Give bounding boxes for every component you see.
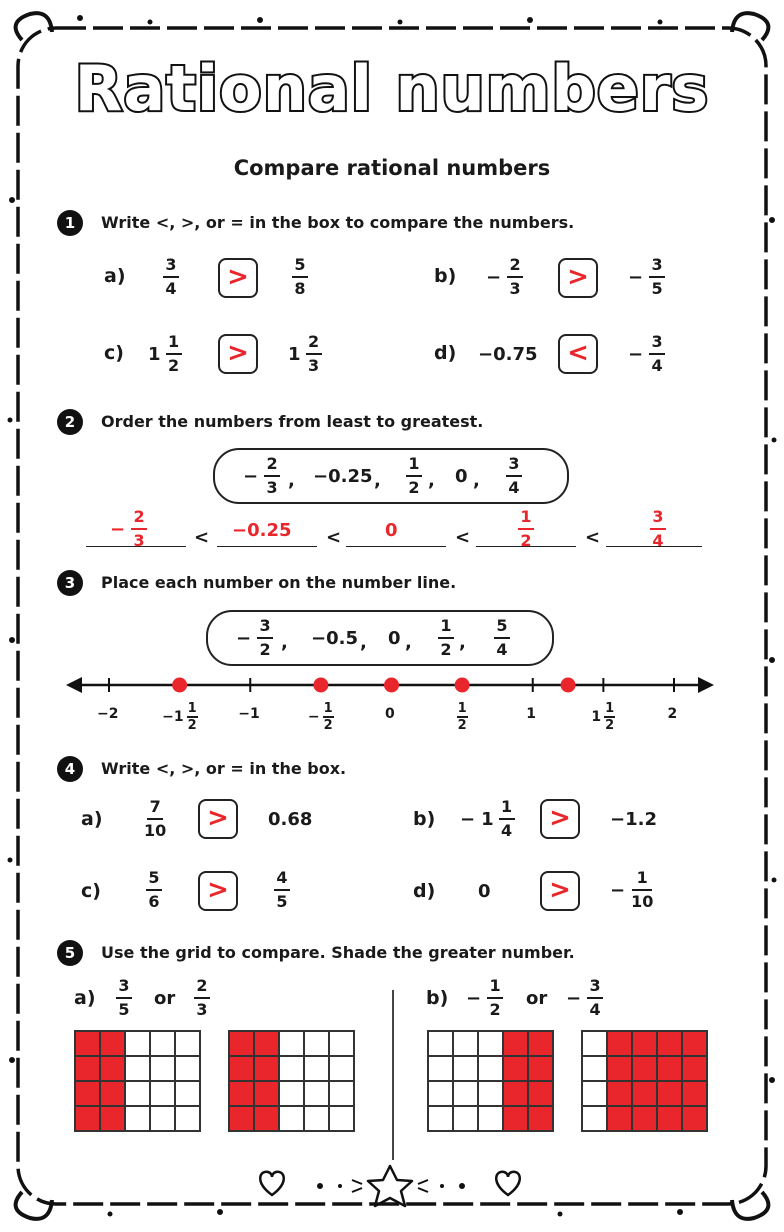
q2-less-than: < (585, 527, 601, 548)
q2-given-5: 3 4 (506, 455, 522, 497)
grid-cell[interactable] (175, 1056, 200, 1081)
grid-cell[interactable] (75, 1056, 100, 1081)
grid-cell[interactable] (229, 1106, 254, 1131)
grid-cell[interactable] (528, 1106, 553, 1131)
q2-comma: , (288, 470, 295, 491)
q3-given-4: 1 2 (438, 617, 454, 659)
question-1-number: 1 (57, 210, 83, 236)
grid-cell[interactable] (304, 1031, 329, 1056)
q4a-label: a) (81, 808, 103, 830)
grid-cell[interactable] (453, 1031, 478, 1056)
q3-given-3: 0 (388, 628, 401, 649)
number-line-tick-label: 0 (385, 706, 395, 722)
number-line-point (172, 678, 187, 693)
grid-cell[interactable] (254, 1031, 279, 1056)
q3-comma: , (281, 632, 288, 653)
grid-cell[interactable] (632, 1056, 657, 1081)
q1c-answer-box[interactable]: > (218, 334, 258, 374)
grid-cell[interactable] (329, 1031, 354, 1056)
grid-cell[interactable] (100, 1106, 125, 1131)
question-3-number: 3 (57, 570, 83, 596)
q1b-left: − 2 3 (486, 256, 523, 298)
question-1-text: Write <, >, or = in the box to compare the numbers. (101, 213, 575, 232)
q5b-or: or (526, 988, 548, 1009)
grid-cell[interactable] (279, 1081, 304, 1106)
grid-cell[interactable] (657, 1106, 682, 1131)
q2-given-3: 1 2 (406, 455, 422, 497)
grid-cell[interactable] (453, 1056, 478, 1081)
q3-given-1: − 3 2 (236, 617, 273, 659)
grid-cell[interactable] (125, 1106, 150, 1131)
grid-cell[interactable] (632, 1081, 657, 1106)
q4d-left: 0 (478, 881, 491, 902)
q5b-grid-right[interactable] (581, 1030, 708, 1132)
q5a-label: a) (74, 987, 96, 1009)
q1a-answer-box[interactable]: > (218, 258, 258, 298)
q2-less-than: < (455, 527, 471, 548)
star-icon (368, 1166, 412, 1206)
q5b-label: b) (426, 987, 449, 1009)
q3-given-2: −0.5 (311, 628, 358, 649)
grid-cell[interactable] (229, 1031, 254, 1056)
q4a-answer-box[interactable]: > (198, 799, 238, 839)
q2-less-than: < (326, 527, 342, 548)
q5b-grid-left[interactable] (427, 1030, 554, 1132)
q1d-label: d) (434, 342, 457, 364)
q5a-grid-left[interactable] (74, 1030, 201, 1132)
page-subtitle: Compare rational numbers (233, 156, 551, 180)
number-line-point (561, 678, 576, 693)
q3-comma: , (459, 632, 466, 653)
grid-cell[interactable] (607, 1081, 632, 1106)
grid-cell[interactable] (428, 1081, 453, 1106)
question-4-number: 4 (57, 756, 83, 782)
q5-divider (392, 990, 394, 1160)
grid-cell[interactable] (150, 1031, 175, 1056)
grid-cell[interactable] (279, 1106, 304, 1131)
q5a-right: 2 3 (194, 977, 210, 1019)
heart-icon (496, 1172, 520, 1195)
q5b-left: − 1 2 (466, 977, 503, 1019)
q4d-right: − 1 10 (610, 868, 654, 911)
grid-cell[interactable] (503, 1056, 528, 1081)
grid-cell[interactable] (150, 1056, 175, 1081)
q1a-left: 3 4 (163, 256, 179, 298)
q2-given-4: 0 (455, 466, 468, 487)
grid-cell[interactable] (75, 1106, 100, 1131)
q4b-answer-box[interactable]: > (540, 799, 580, 839)
grid-cell[interactable] (304, 1106, 329, 1131)
q5a-or: or (154, 988, 176, 1009)
grid-cell[interactable] (100, 1056, 125, 1081)
q2-answer-3: 0 (385, 520, 398, 541)
grid-cell[interactable] (100, 1031, 125, 1056)
grid-cell[interactable] (125, 1031, 150, 1056)
grid-cell[interactable] (453, 1106, 478, 1131)
number-line-tick-label: 1 (526, 706, 536, 722)
grid-cell[interactable] (175, 1081, 200, 1106)
grid-cell[interactable] (279, 1056, 304, 1081)
q1c-label: c) (104, 342, 124, 364)
grid-cell[interactable] (607, 1056, 632, 1081)
q1a-right: 5 8 (292, 256, 308, 298)
grid-cell[interactable] (528, 1081, 553, 1106)
grid-cell[interactable] (229, 1081, 254, 1106)
q2-answer-4: 1 2 (518, 508, 534, 550)
number-line-point (313, 678, 328, 693)
q1d-left: −0.75 (478, 344, 538, 365)
number-line-tick-label: 1 2 (457, 701, 467, 733)
grid-cell[interactable] (478, 1031, 503, 1056)
q4b-left: − 1 1 4 (460, 798, 515, 840)
q1c-left: 1 1 2 (148, 333, 182, 375)
grid-cell[interactable] (528, 1056, 553, 1081)
grid-cell[interactable] (279, 1031, 304, 1056)
number-line-point (455, 678, 470, 693)
q1b-answer-box[interactable]: > (558, 258, 598, 298)
grid-cell[interactable] (175, 1106, 200, 1131)
q1a-label: a) (104, 265, 126, 287)
grid-cell[interactable] (75, 1031, 100, 1056)
grid-cell[interactable] (528, 1031, 553, 1056)
q2-given-2: −0.25 (313, 466, 373, 487)
grid-cell[interactable] (682, 1056, 707, 1081)
number-line-tick-label: − 1 2 (307, 701, 333, 733)
number-line-tick-label: 2 (667, 706, 678, 722)
q1c-right: 1 2 3 (288, 333, 322, 375)
q2-blank-3[interactable] (346, 546, 446, 547)
grid-cell[interactable] (428, 1106, 453, 1131)
q2-answer-5: 3 4 (650, 508, 666, 550)
number-line (60, 668, 720, 708)
number-line-tick-label: −1 1 2 (162, 701, 197, 733)
grid-cell[interactable] (125, 1056, 150, 1081)
number-line-tick-label: 1 1 2 (591, 701, 615, 733)
number-line-point (384, 678, 399, 693)
q2-comma: , (428, 470, 435, 491)
q4a-left: 7 10 (144, 797, 167, 840)
q2-less-than: < (194, 527, 210, 548)
number-line-tick-label: −2 (97, 706, 119, 722)
q5a-left: 3 5 (116, 977, 132, 1019)
question-5-number: 5 (57, 940, 83, 966)
grid-cell[interactable] (229, 1056, 254, 1081)
q3-comma: , (360, 632, 367, 653)
grid-cell[interactable] (150, 1106, 175, 1131)
q4b-right: −1.2 (610, 809, 657, 830)
grid-cell[interactable] (329, 1081, 354, 1106)
q4d-label: d) (413, 880, 436, 902)
q5a-grid-right[interactable] (228, 1030, 355, 1132)
grid-cell[interactable] (682, 1031, 707, 1056)
grid-cell[interactable] (632, 1106, 657, 1131)
question-3-text: Place each number on the number line. (101, 573, 457, 592)
q2-answer-2: −0.25 (232, 520, 292, 541)
grid-cell[interactable] (682, 1081, 707, 1106)
heart-icon (260, 1172, 284, 1195)
q4c-answer-box[interactable]: > (198, 871, 238, 911)
q2-answer-1: − 2 3 (110, 508, 147, 550)
q1d-right: − 3 4 (628, 333, 665, 375)
grid-cell[interactable] (304, 1056, 329, 1081)
q3-comma: , (405, 632, 412, 653)
q2-comma: , (374, 470, 381, 491)
grid-cell[interactable] (150, 1081, 175, 1106)
grid-cell[interactable] (125, 1081, 150, 1106)
question-5-text: Use the grid to compare. Shade the greater number. (101, 943, 575, 962)
grid-cell[interactable] (254, 1106, 279, 1131)
q5b-right: − 3 4 (566, 977, 603, 1019)
q4a-right: 0.68 (268, 809, 313, 830)
number-line-tick-label: −1 (238, 706, 260, 722)
q3-given-5: 5 4 (494, 617, 510, 659)
grid-cell[interactable] (254, 1056, 279, 1081)
grid-cell[interactable] (100, 1081, 125, 1106)
grid-cell[interactable] (428, 1031, 453, 1056)
q4c-left: 5 6 (146, 869, 162, 911)
q1b-label: b) (434, 265, 457, 287)
page-title: Rational numbers (74, 52, 710, 125)
q2-given-1: − 2 3 (243, 455, 280, 497)
q2-blank-2[interactable] (217, 546, 317, 547)
grid-cell[interactable] (453, 1081, 478, 1106)
q4c-label: c) (81, 880, 101, 902)
grid-cell[interactable] (682, 1106, 707, 1131)
grid-cell[interactable] (657, 1056, 682, 1081)
grid-cell[interactable] (582, 1031, 607, 1056)
question-2-number: 2 (57, 409, 83, 435)
q4c-right: 4 5 (274, 869, 290, 911)
grid-cell[interactable] (632, 1031, 657, 1056)
grid-cell[interactable] (607, 1106, 632, 1131)
grid-cell[interactable] (582, 1081, 607, 1106)
grid-cell[interactable] (478, 1056, 503, 1081)
q1d-answer-box[interactable]: < (558, 334, 598, 374)
q2-comma: , (473, 470, 480, 491)
footer-decoration (250, 1160, 540, 1210)
grid-cell[interactable] (329, 1106, 354, 1131)
grid-cell[interactable] (304, 1081, 329, 1106)
question-4-text: Write <, >, or = in the box. (101, 759, 347, 778)
grid-cell[interactable] (582, 1106, 607, 1131)
grid-cell[interactable] (657, 1031, 682, 1056)
grid-cell[interactable] (582, 1056, 607, 1081)
q4b-label: b) (413, 808, 436, 830)
grid-cell[interactable] (503, 1081, 528, 1106)
grid-cell[interactable] (478, 1106, 503, 1131)
grid-cell[interactable] (503, 1106, 528, 1131)
grid-cell[interactable] (657, 1081, 682, 1106)
q4d-answer-box[interactable]: > (540, 871, 580, 911)
grid-cell[interactable] (503, 1031, 528, 1056)
q1b-right: − 3 5 (628, 256, 665, 298)
grid-cell[interactable] (428, 1056, 453, 1081)
grid-cell[interactable] (329, 1056, 354, 1081)
grid-cell[interactable] (478, 1081, 503, 1106)
question-2-text: Order the numbers from least to greatest. (101, 412, 484, 431)
grid-cell[interactable] (75, 1081, 100, 1106)
grid-cell[interactable] (607, 1031, 632, 1056)
grid-cell[interactable] (254, 1081, 279, 1106)
grid-cell[interactable] (175, 1031, 200, 1056)
